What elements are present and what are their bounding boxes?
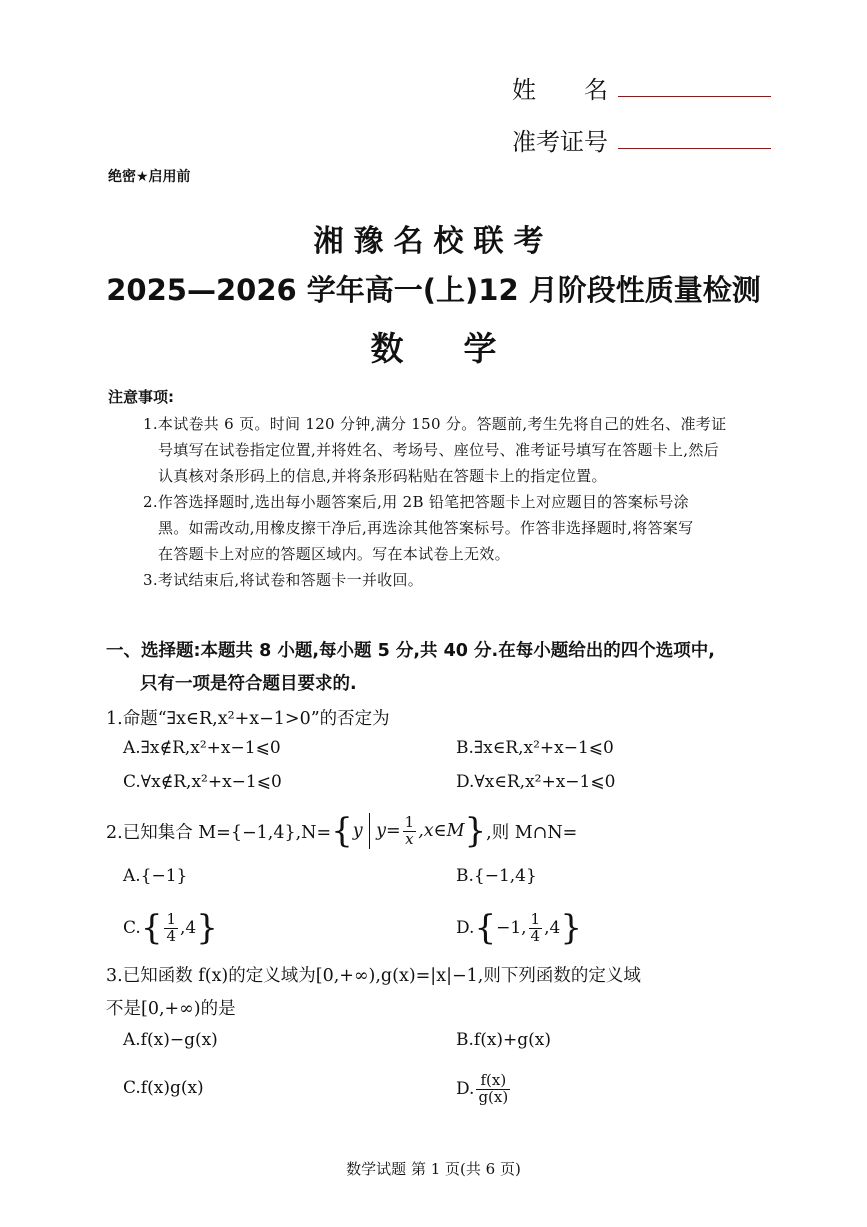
question-3-option-b: B.f(x)+g(x) (456, 1030, 552, 1050)
notice-line: 3.考试结束后,将试卷和答题卡一并收回。 (143, 571, 424, 589)
fraction-numerator: f(x) (480, 1070, 507, 1089)
question-2-option-b: B.{−1,4} (456, 866, 537, 886)
fraction-denominator: 4 (166, 926, 176, 945)
question-3-stem-cont: 不是[0,+∞)的是 (106, 999, 236, 1019)
fraction (403, 812, 417, 848)
right-brace: } (560, 908, 582, 948)
section-heading-cont: 只有一项是符合题目要求的. (140, 674, 357, 694)
question-2-stem-end: ,则 M∩N= (486, 822, 578, 843)
fraction (164, 909, 178, 945)
fraction-denominator: g(x) (478, 1087, 509, 1106)
question-2-stem (106, 808, 577, 854)
set-variable: y (352, 821, 363, 841)
fraction-denominator: 4 (530, 926, 541, 945)
set-condition-start: y= (376, 821, 401, 841)
notice-heading: 注意事项: (108, 388, 174, 406)
question-2-stem-start: 2.已知集合 M={−1,4},N= (106, 822, 332, 843)
section-heading: 一、选择题:本题共 8 小题,每小题 5 分,共 40 分.在每小题给出的四个选项中, (106, 641, 715, 661)
option-head: −1, (496, 918, 527, 938)
confidential-mark: 绝密★启用前 (108, 169, 191, 185)
question-1-option-c: C.∀x∉R,x²+x−1⩽0 (123, 772, 282, 792)
notice-line: 在答题卡上对应的答题区域内。写在本试卷上无效。 (158, 545, 510, 563)
fraction-numerator: 1 (404, 812, 415, 831)
exam-title: 湘豫名校联考 (313, 224, 554, 259)
name-field[interactable] (618, 96, 771, 97)
question-3-option-c: C.f(x)g(x) (123, 1078, 204, 1098)
question-3-stem: 3.已知函数 f(x)的定义域为[0,+∞),g(x)=|x|−1,则下列函数的定义域 (106, 966, 641, 986)
left-brace: { (331, 811, 353, 851)
notice-line: 认真核对条形码上的信息,并将条形码粘贴在答题卡上的指定位置。 (158, 467, 607, 485)
right-brace: } (464, 811, 487, 851)
page-footer: 数学试题 第 1 页(共 6 页) (346, 1160, 521, 1178)
exam-subtitle: 2025—2026 学年高一(上)12 月阶段性质量检测 (106, 273, 761, 307)
option-letter: D. (456, 1079, 475, 1099)
option-tail: ,4 (180, 918, 197, 938)
left-brace: { (474, 908, 497, 948)
question-2-option-d (456, 905, 582, 951)
notice-line: 2.作答选择题时,选出每小题答案后,用 2B 铅笔把答题卡上对应题目的答案标号涂 (143, 493, 689, 511)
exam-id-field[interactable] (618, 148, 771, 149)
option-letter: C. (123, 918, 141, 938)
notice-line: 号填写在试卷指定位置,并将姓名、考场号、座位号、准考证号填写在答题卡上,然后 (158, 441, 719, 459)
notice-line: 1.本试卷共 6 页。时间 120 分钟,满分 150 分。答题前,考生先将自己的姓名、准考证 (143, 415, 727, 433)
fraction (529, 909, 543, 945)
option-tail: ,4 (544, 918, 561, 938)
question-2-option-c (123, 905, 218, 951)
fraction-numerator: 1 (166, 909, 176, 928)
fraction-denominator: x (405, 829, 414, 848)
question-2-option-a: A.{−1} (123, 866, 188, 886)
fraction (476, 1070, 510, 1106)
option-letter: D. (456, 918, 475, 938)
fraction-numerator: 1 (530, 909, 541, 928)
subject-title: 数学 (370, 329, 557, 368)
question-3-option-a: A.f(x)−g(x) (123, 1030, 218, 1050)
question-1-stem: 1.命题“∃x∈R,x²+x−1>0”的否定为 (106, 709, 390, 729)
question-1-option-b: B.∃x∈R,x²+x−1⩽0 (456, 738, 614, 758)
left-brace: { (140, 908, 163, 948)
set-divider (369, 813, 370, 849)
question-1-option-a: A.∃x∉R,x²+x−1⩽0 (123, 738, 281, 758)
name-label: 姓 名 (512, 76, 608, 104)
notice-line: 黑。如需改动,用橡皮擦干净后,再选涂其他答案标号。作答非选择题时,将答案写 (158, 519, 694, 537)
right-brace: } (196, 908, 218, 948)
question-3-option-d (456, 1066, 512, 1112)
question-1-option-d: D.∀x∈R,x²+x−1⩽0 (456, 772, 616, 792)
exam-id-label: 准考证号 (512, 128, 608, 156)
set-condition-end: ,x∈M (418, 821, 465, 841)
